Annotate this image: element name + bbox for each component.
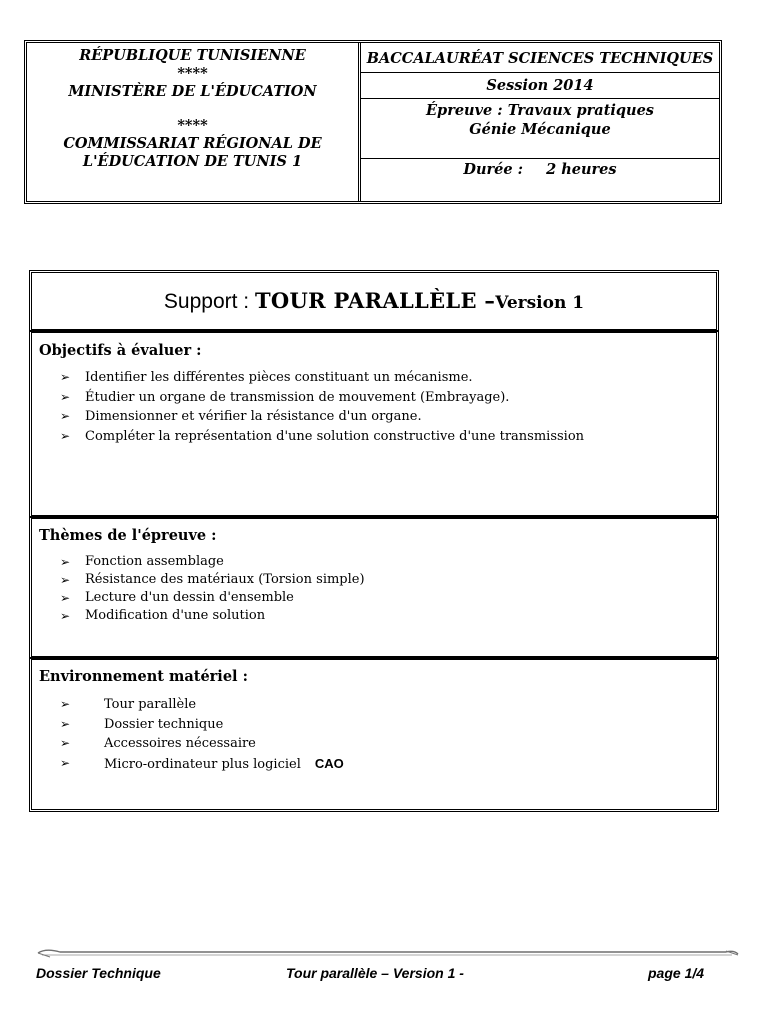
list-item: [60, 715, 344, 735]
list-item: [60, 589, 365, 607]
support-title: TOUR PARALLÈLE –: [254, 288, 496, 313]
arrow-bullet-icon: ➢: [60, 755, 71, 770]
header-institution: [27, 43, 361, 201]
duration-value: 2 heures: [546, 161, 617, 178]
footer-page-number: page 1/4: [648, 965, 705, 981]
list-item-text: Accessoires nécessaire: [104, 736, 256, 751]
commissariat-label-2: L'ÉDUCATION DE TUNIS 1: [82, 153, 303, 170]
arrow-bullet-icon: ➢: [60, 409, 71, 423]
header-exam-info: [361, 43, 719, 201]
list-item: [60, 607, 365, 625]
objectives-list: [60, 368, 585, 446]
support-label: Support :: [163, 290, 255, 313]
epreuve-info: [361, 99, 719, 159]
list-item: [60, 571, 365, 589]
themes-section: [29, 516, 719, 659]
support-title-box: [29, 270, 719, 332]
arrow-bullet-icon: ➢: [60, 609, 71, 623]
list-item: [60, 368, 584, 388]
spacer: [27, 101, 358, 117]
exam-header: [24, 40, 722, 204]
commissariat-label: COMMISSARIAT RÉGIONAL DE: [63, 135, 322, 152]
arrow-bullet-icon: ➢: [60, 736, 71, 750]
arrow-bullet-icon: ➢: [60, 697, 71, 711]
list-item-text: Dossier technique: [104, 716, 224, 732]
list-item-text: Lecture d'un dessin d'ensemble: [85, 590, 294, 605]
separator-stars: ****: [177, 65, 208, 82]
themes-list: [60, 553, 365, 625]
arrow-bullet-icon: ➢: [60, 591, 71, 605]
list-item: [60, 427, 585, 447]
discipline-label: Génie Mécanique: [469, 121, 611, 138]
footer-title: Tour parallèle – Version 1 -: [286, 965, 464, 981]
list-item: [60, 553, 365, 571]
list-item-text: Dimensionner et vérifier la résistance d'un organe.: [85, 409, 422, 424]
arrow-bullet-icon: ➢: [60, 555, 71, 569]
cao-label: CAO: [314, 755, 344, 771]
objectives-title: Objectifs à évaluer :: [39, 342, 202, 359]
ministry-label: MINISTÈRE DE L'ÉDUCATION: [68, 83, 317, 100]
environment-section: [29, 657, 719, 812]
arrow-bullet-icon: ➢: [60, 573, 71, 587]
arrow-bullet-icon: ➢: [60, 716, 71, 731]
environment-list: [60, 695, 344, 773]
list-item: [60, 734, 344, 754]
list-item-text: Identifier les différentes pièces constituant un mécanisme.: [85, 370, 473, 385]
environment-title: Environnement matériel :: [39, 668, 248, 685]
bac-title: BACCALAURÉAT SCIENCES TECHNIQUES: [361, 43, 719, 73]
support-version: Version 1: [495, 293, 585, 313]
separator-stars: ****: [177, 117, 208, 134]
list-item-text: Fonction assemblage: [85, 554, 224, 569]
duration-label: Durée :: [463, 161, 524, 178]
list-item-text: Compléter la représentation d'une solution constructive d'une transmission: [85, 428, 585, 444]
list-item-text: Tour parallèle: [104, 697, 197, 712]
list-item-text: Modification d'une solution: [85, 608, 266, 623]
list-item: [60, 388, 584, 408]
republic-label: RÉPUBLIQUE TUNISIENNE: [79, 47, 306, 64]
duration-info: [361, 159, 719, 201]
list-item: [60, 695, 344, 715]
arrow-bullet-icon: ➢: [60, 389, 71, 404]
list-item-text: Résistance des matériaux (Torsion simple): [85, 572, 365, 587]
arrow-bullet-icon: ➢: [60, 428, 71, 443]
list-item-text: Étudier un organe de transmission de mouvement (Embrayage).: [85, 389, 510, 405]
decorative-line-icon: [36, 946, 740, 960]
list-item-text: Micro-ordinateur plus logiciel: [104, 756, 301, 772]
session-label: Session 2014: [361, 73, 719, 99]
footer-dossier: Dossier Technique: [36, 965, 161, 981]
list-item: [60, 407, 584, 427]
epreuve-label: Épreuve : Travaux pratiques: [426, 102, 654, 119]
themes-title: Thèmes de l'épreuve :: [39, 527, 217, 544]
objectives-section: [29, 330, 719, 518]
list-item: [60, 754, 344, 774]
arrow-bullet-icon: ➢: [60, 370, 71, 384]
